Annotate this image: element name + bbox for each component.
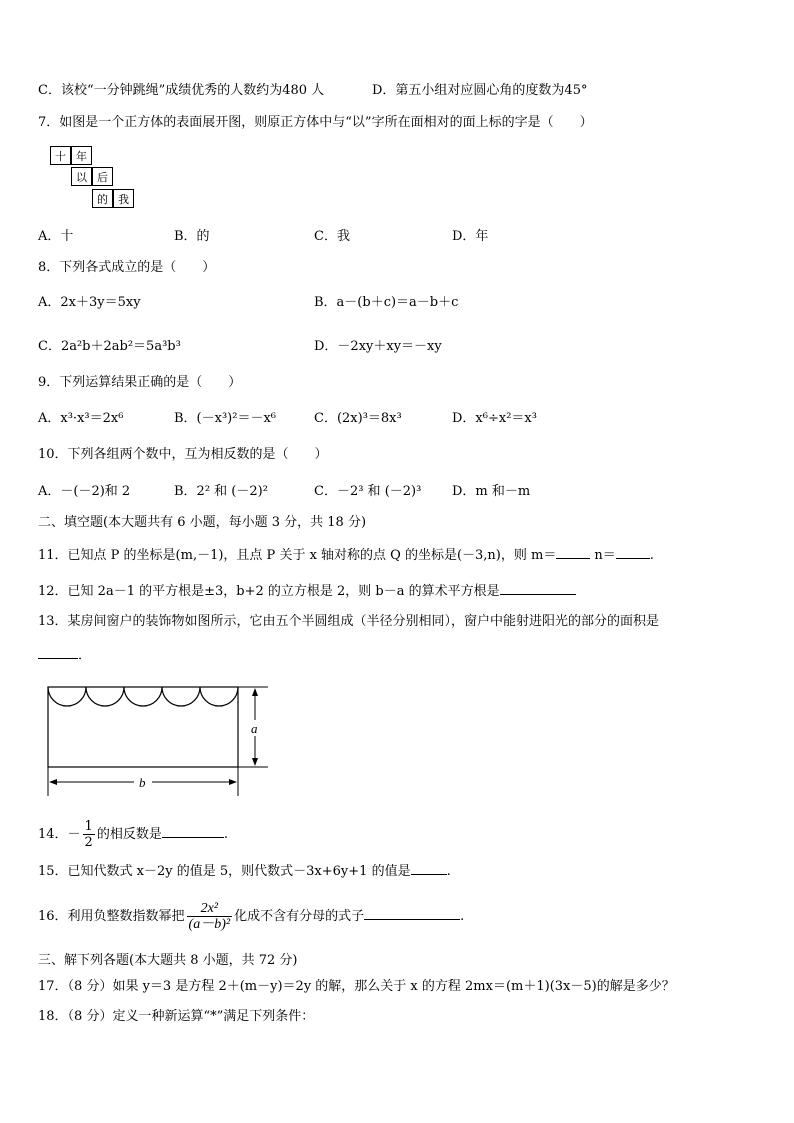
q14-denominator: 2 — [84, 835, 93, 850]
q14-numerator: 1 — [84, 819, 93, 834]
net-cell: 我 — [113, 189, 134, 208]
q16 — [38, 894, 464, 940]
q14 — [38, 818, 228, 852]
q18: 18．（8 分）定义一种新运算“*”满足下列条件： — [38, 1009, 315, 1024]
semicircle — [86, 687, 124, 706]
q13-stem: 13．某房间窗户的装饰物如图所示，它由五个半圆组成（半径分别相同），窗户中能射进阳光的部分的面积是 — [38, 614, 660, 629]
q10-option-a: A．－(－2)和 2 — [38, 484, 131, 499]
net-cell: 的 — [92, 189, 113, 208]
q13-answer — [38, 646, 91, 665]
q16-pre: 16．利用负整数指数幂把 — [38, 909, 185, 924]
section-3-heading: 三、解下列各题(本大题共 8 小题，共 72 分) — [38, 953, 298, 968]
net-cell: 以 — [71, 167, 92, 186]
q6-option-c: C．该校“一分钟跳绳”成绩优秀的人数约为480 人 — [38, 83, 325, 98]
q12-text: 12．已知 2a－1 的平方根是±3，b+2 的立方根是 2，则 b－a 的算术平方根是 — [38, 584, 500, 599]
q7-option-a: A．十 — [38, 229, 74, 244]
q15-text: 15．已知代数式 x－2y 的值是 5，则代数式－3x+6y+1 的值是 — [38, 864, 411, 879]
semicircles — [48, 687, 238, 706]
q11-blank-n — [616, 546, 650, 559]
q7-option-d: D．年 — [452, 229, 489, 244]
net-cell: 年 — [71, 146, 92, 165]
q12-blank — [500, 582, 576, 595]
q11-blank-m — [556, 546, 590, 559]
q7-option-b: B．的 — [174, 229, 210, 244]
q15-end: . — [446, 864, 451, 879]
q10-option-b: B．2² 和 (－2)² — [174, 484, 268, 499]
q8-option-d: D．－2xy＋xy＝－xy — [314, 339, 442, 354]
q16-denominator: (a－b)² — [188, 917, 231, 932]
q9-option-d: D．x⁶÷x²＝x³ — [452, 411, 537, 426]
q6-option-d: D．第五小组对应圆心角的度数为45° — [372, 83, 588, 98]
q8-option-a: A．2x＋3y＝5xy — [38, 295, 141, 310]
q16-blank — [364, 907, 460, 920]
q10-stem: 10．下列各组两个数中，互为相反数的是（ ） — [38, 447, 328, 462]
q14-post: 的相反数是 — [96, 827, 162, 842]
net-cell: 后 — [92, 167, 113, 186]
q7-option-c: C．我 — [314, 229, 350, 244]
q14-fraction — [83, 819, 95, 850]
q16-fraction — [187, 901, 233, 932]
semicircle — [48, 687, 86, 706]
q8-option-b: B．a－(b＋c)＝a－b＋c — [314, 295, 459, 310]
semicircle — [162, 687, 200, 706]
q10-option-d: D．m 和－m — [452, 484, 531, 499]
window-rectangle — [48, 687, 238, 767]
q9-stem: 9．下列运算结果正确的是（ ） — [38, 375, 242, 390]
q11-text-n: n＝ — [594, 548, 616, 563]
q11-text: 11．已知点 P 的坐标是(m,－1)，且点 P 关于 x 轴对称的点 Q 的坐标是(－3,n)，则 m＝ — [38, 548, 557, 563]
q13-end: ． — [78, 648, 92, 663]
q14-end: . — [223, 827, 228, 842]
q17: 17．（8 分）如果 y＝3 是方程 2＋(m－y)＝2y 的解，那么关于 x 的方程 2mx＝(m＋1)(3x－5)的解是多少？ — [38, 979, 675, 994]
label-a: a — [251, 721, 258, 736]
q16-end: . — [460, 909, 465, 924]
q16-numerator: 2x² — [187, 901, 233, 917]
cube-net-figure — [50, 146, 140, 212]
q10-option-c: C．－2³ 和 (－2)³ — [314, 484, 422, 499]
q8-option-c: C．2a²b＋2ab²＝5a³b³ — [38, 339, 181, 354]
q13-blank — [38, 646, 78, 659]
q14-pre: 14．－ — [38, 827, 81, 842]
window-figure — [40, 680, 272, 800]
q15-blank — [411, 862, 447, 875]
q16-post: 化成不含有分母的式子 — [234, 909, 365, 924]
label-b: b — [139, 775, 146, 790]
q9-option-b: B．(－x³)²＝－x⁶ — [174, 411, 276, 426]
q14-blank — [162, 825, 224, 838]
semicircle — [200, 687, 238, 706]
q7-stem: 7．如图是一个正方体的表面展开图，则原正方体中与“以”字所在面相对的面上标的字是（ ） — [38, 115, 593, 130]
q8-stem: 8．下列各式成立的是（ ） — [38, 260, 216, 275]
q12 — [38, 582, 576, 601]
q11-end: . — [649, 548, 654, 563]
q9-option-a: A．x³·x³＝2x⁶ — [38, 411, 124, 426]
q15 — [38, 862, 451, 881]
net-cell: 十 — [50, 146, 71, 165]
semicircle — [124, 687, 162, 706]
q9-option-c: C．(2x)³＝8x³ — [314, 411, 402, 426]
q11 — [38, 546, 654, 565]
section-2-heading: 二、填空题(本大题共有 6 小题，每小题 3 分，共 18 分) — [38, 515, 367, 530]
